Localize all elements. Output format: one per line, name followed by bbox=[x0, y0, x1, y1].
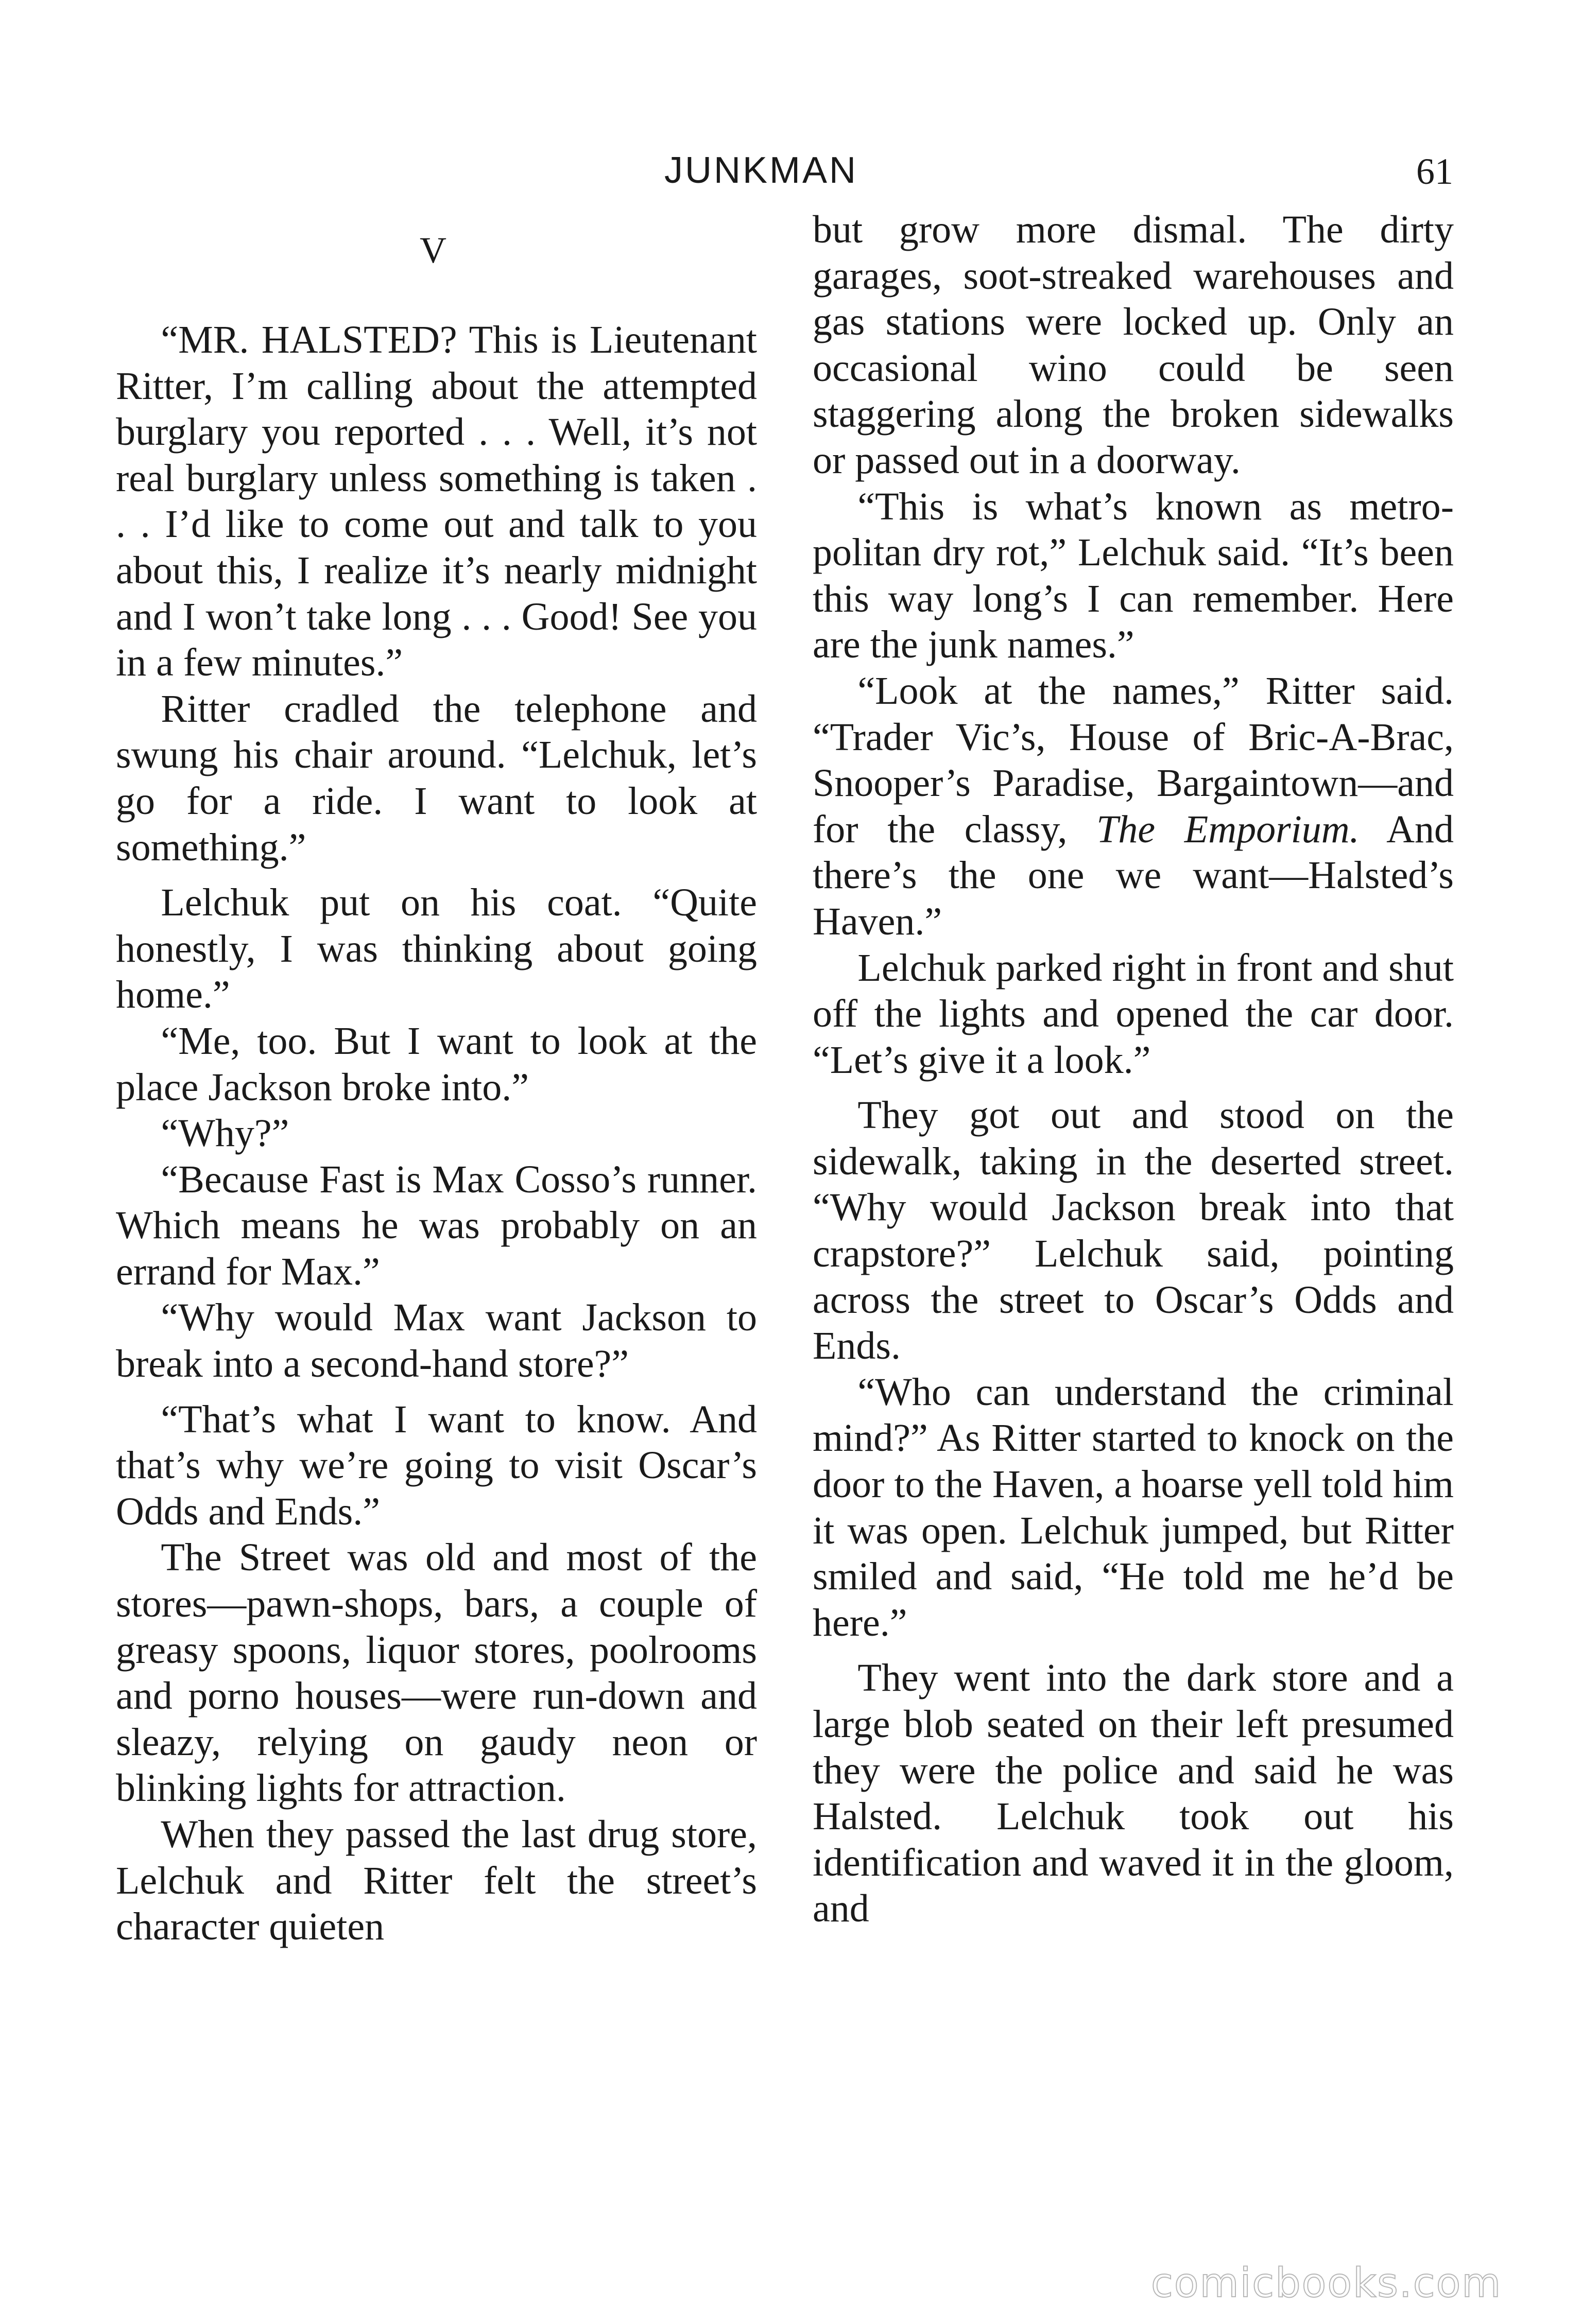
paragraph: “This is what’s known as metropolitan dry rot,” Lelchuk said. “It’s been this way long’s I can remember. Here are the junk names.” bbox=[813, 484, 1454, 667]
watermark: comicbooks.com bbox=[1151, 2260, 1502, 2306]
paragraph: The Street was old and most of the stores—pawn-shops, bars, a couple of greasy spoons, liquor stores, poolrooms and porno houses—were run-down and sleazy, relying on gaudy neon or blinking lights for attraction. bbox=[116, 1536, 757, 1810]
paragraph: They went into the dark store and a large blob seated on their left presumed they were the police and said he was Halsted. Lelchuk took out his identification and waved it in the gloom, and bbox=[813, 1656, 1454, 1931]
page-number: 61 bbox=[1416, 151, 1453, 192]
italic-store-name: The Emporium. bbox=[1096, 807, 1360, 851]
paragraph: “That’s what I want to know. And that’s why we’re going to visit Oscar’s Odds and Ends.” bbox=[116, 1397, 757, 1533]
paragraph-text: And there’s the one we want—Halsted’s Haven.” bbox=[813, 807, 1454, 943]
paragraph: When they passed the last drug store, Lelchuk and Ritter felt the street’s character quieten bbox=[116, 1813, 757, 1949]
running-head: JUNKMAN bbox=[664, 150, 858, 191]
paragraph: “Because Fast is Max Cosso’s runner. Which means he was probably on an errand for Max.” bbox=[116, 1157, 757, 1293]
paragraph: Lelchuk put on his coat. “Quite honestly, I was thinking about going home.” bbox=[116, 881, 757, 1017]
paragraph: Ritter cradled the telephone and swung his chair around. “Lelchuk, let’s go for a ride. I want to look at something.” bbox=[116, 687, 757, 869]
paragraph: “Why?” bbox=[161, 1112, 289, 1155]
left-column bbox=[116, 317, 757, 1950]
chapter-number: V bbox=[420, 230, 446, 271]
paragraph: but grow more dismal. The dirty garages, soot-streaked warehouses and gas stations were locked up. Only an occasional wino could be seen staggering along the broken sidewalks or passed out in a doorway. bbox=[813, 208, 1454, 482]
paragraph: Lelchuk parked right in front and shut off the lights and opened the car door. “Let’s give it a look.” bbox=[813, 946, 1454, 1082]
paragraph: “Why would Max want Jackson to break into a second-hand store?” bbox=[116, 1296, 757, 1386]
paragraph: “Who can understand the criminal mind?” As Ritter started to knock on the door to the Haven, a hoarse yell told him it was open. Lelchuk jumped, but Ritter smiled and said, “He told me he’d be here.” bbox=[813, 1370, 1454, 1644]
right-column bbox=[813, 207, 1454, 1932]
paragraph: “Me, too. But I want to look at the place Jackson broke into.” bbox=[116, 1019, 757, 1109]
paragraph-text: “Look at the names,” Ritter said. “Trader Vic’s, House of Bric-A-Brac, Snooper’s Paradise, Bargaintown—and for the classy, bbox=[813, 669, 1454, 851]
paragraph bbox=[813, 668, 1454, 945]
paragraph: “MR. HALSTED? This is Lieutenant Ritter, I’m calling about the attempted burglary you reported . . . Well, it’s not real burglary unless something is taken . . . I’d like to come out and talk to you about this, I realize it’s nearly midnight and I won’t take long . . . Good! See you in a few minutes.” bbox=[116, 318, 757, 685]
paragraph: They got out and stood on the sidewalk, taking in the deserted street. “Why would Jackson break into that crapstore?” Lelchuk said, pointing across the street to Oscar’s Odds and Ends. bbox=[813, 1094, 1454, 1368]
